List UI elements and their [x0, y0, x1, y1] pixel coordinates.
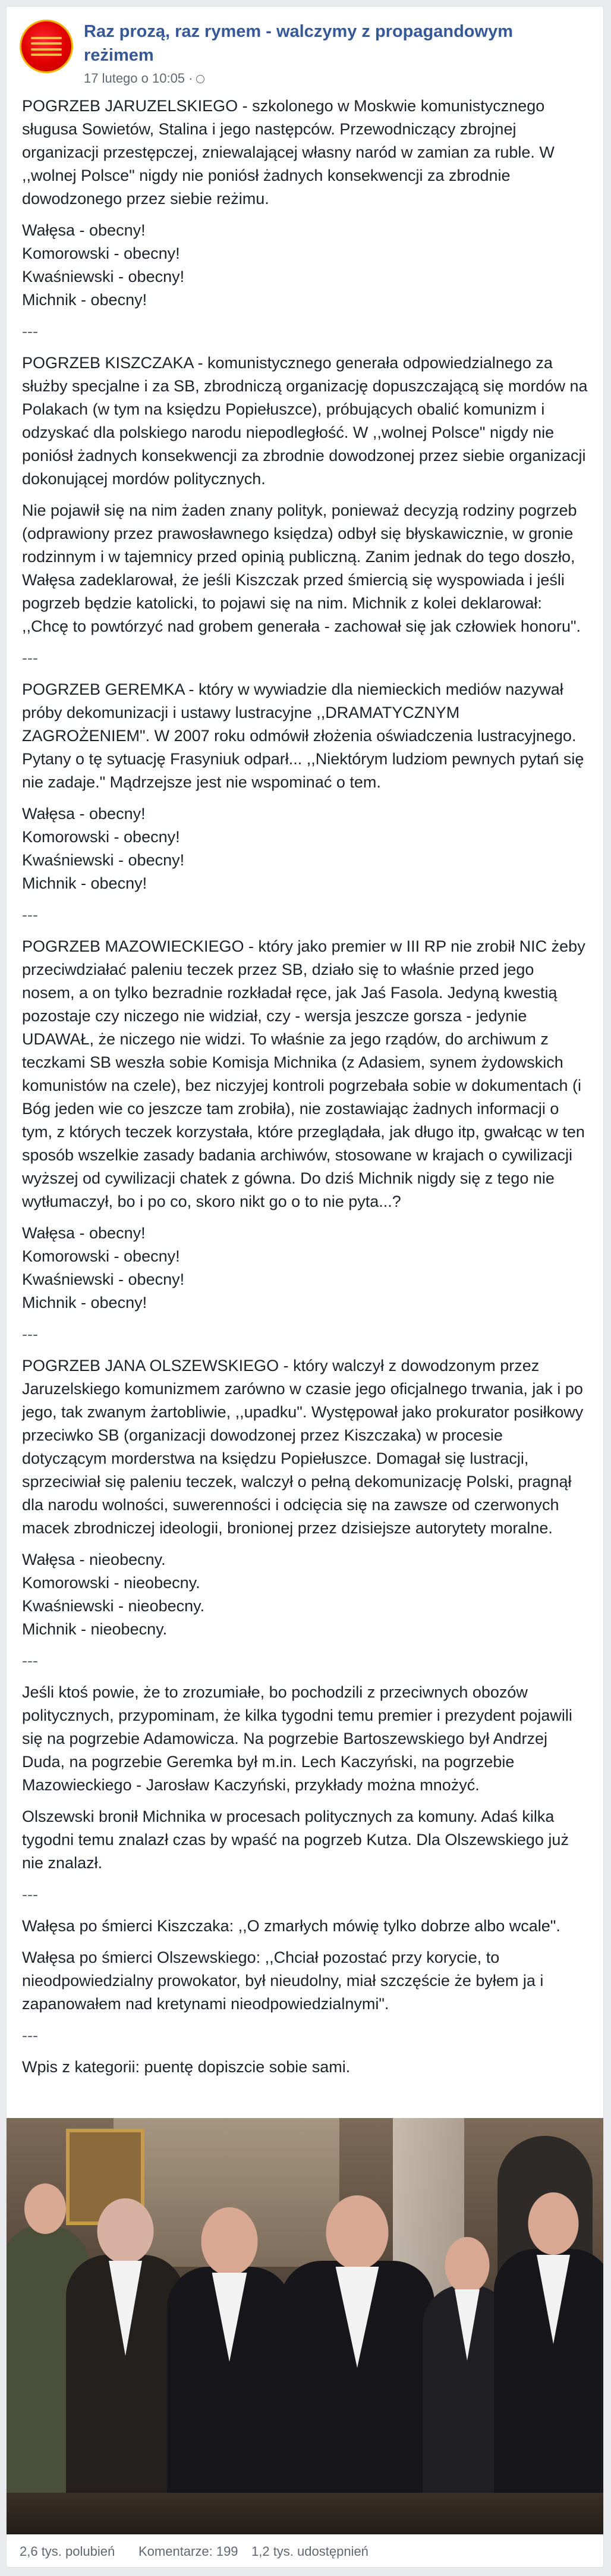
page-title[interactable]: Raz prozą, raz rymem - walczymy z propagandowym reżimem	[84, 22, 513, 65]
post-paragraph: Wałęsa - obecny! Komorowski - obecny! Kwaśniewski - obecny! Michnik - obecny!	[22, 1224, 185, 1311]
shares-count[interactable]: 1,2 tys. udostępnień	[251, 2544, 369, 2559]
separator: ---	[22, 906, 38, 924]
post-timestamp[interactable]	[84, 71, 204, 86]
post-paragraph: Wałęsa - obecny! Komorowski - obecny! Kwaśniewski - obecny! Michnik - obecny!	[22, 805, 185, 892]
post-paragraph: Wałęsa - obecny! Komorowski - obecny! Kwaśniewski - obecny! Michnik - obecny!	[22, 221, 185, 309]
likes-count[interactable]: 2,6 tys. polubień	[20, 2544, 115, 2559]
post-paragraph: Wałęsa po śmierci Kiszczaka: ,,O zmarłych mówię tylko dobrze albo wcale".	[22, 1917, 560, 1935]
post-paragraph: Olszewski bronił Michnika w procesach politycznych za komuny. Adaś kilka tygodni temu znalazł czas by wpaść na pogrzeb Kutza. Dla Olszewskiego już nie znalazł.	[22, 1808, 569, 1872]
post-text	[22, 95, 589, 2087]
post-paragraph: Wpis z kategorii: puentę dopiszcie sobie sami.	[22, 2058, 351, 2076]
post-paragraph: POGRZEB KISZCZAKA - komunistycznego generała odpowiedzialnego za służby specjalne i za SB, zbrodniczą organizację dopuszczającą się mordów na Polakach (w tym na księdzu Popiełuszce), próbujących obalić komunizm i odzyskać dla polskiego narodu niepodległość. W ,,wolnej Polsce" nigdy nie poniósł żadnych konsekwencji za zbrodnie dowodzonej przez siebie organizacji dokonującej mordów politycznych.	[22, 354, 588, 488]
post-paragraph: POGRZEB JANA OLSZEWSKIEGO - który walczył z dowodzonym przez Jaruzelskiego komunizmem zarówno w czasie jego oficjalnego trwania, jak i po jego, tak zwanym żartobliwie, ,,upadku". Występował jako prokurator posiłkowy przeciwko SB (organizacji dowodzonej przez Kiszczaka) w procesie dotyczącym morderstwa na księdzu Popiełuszce. Domagał się lustracji, sprzeciwiał się paleniu teczek, walczył o pełną dekomunizację Polski, pragnął dla narodu wolności, suwerenności i odcięcia się na zawsze od czerwonych macek zbrodniczej ideologii, bronionej przez dzisiejsze autorytety moralne.	[22, 1357, 584, 1537]
post-paragraph: Wałęsa po śmierci Olszewskiego: ,,Chciał pozostać przy korycie, to nieodpowiedzialny prowokator, był nieudolny, miał szczęście że byłem ja i zapanowałem nad kretynami nieodpowiedzialnymi".	[22, 1949, 544, 2013]
separator: ---	[22, 2026, 38, 2044]
post-paragraph: POGRZEB MAZOWIECKIEGO - który jako premier w III RP nie zrobił NIC żeby przeciwdziałać paleniu teczek przez SB, działo się to właśnie przed jego nosem, a on tylko bezradnie rozkładał ręce, jak Jaś Fasola. Jedyną kwestią pozostaje czy niczego nie widział, czy - wersja jeszcze gorsza - jedynie UDAWAŁ, że niczego nie widzi. To właśnie za jego rządów, do archiwum z teczkami SB weszła sobie Komisja Michnika (z Adasiem, synem żydowskich komunistów na czele), bez niczyjej kontroli pogrzebała sobie w dokumentach (i Bóg jeden wie co jeszcze tam zrobiła), nie zostawiając żadnych informacji o tym, z których teczek korzystała, które przeglądała, jak długo itp, gwałcąc w ten sposób wszelkie zasady badania archiwów, stosowane w krajach o cywilizacji wyższej od cywilizacji chatek z gówna. Do dziś Michnik nigdy się z tego nie wytłumaczył, bo i po co, skoro nikt go o to nie pyta...?	[22, 937, 585, 1210]
post-paragraph: POGRZEB GEREMKA - który w wywiadzie dla niemieckich mediów nazywał próby dekomunizacji i ustawy lustracyjne ,,DRAMATYCZNYM ZAGROŻENIEM". W 2007 roku odmówił złożenia oświadczenia lustracyjnego. Pytany o tę sytuację Frasyniuk odparł... ,,Niektórym ludziom pewnych pytań się nie zadaje." Mądrzejsze jest nie wspominać o tem.	[22, 680, 584, 791]
post-card	[6, 6, 604, 2568]
separator: ---	[22, 1652, 38, 1670]
separator: ---	[22, 1885, 38, 1903]
page-avatar[interactable]	[20, 20, 73, 73]
separator: ---	[22, 322, 38, 340]
separator: ---	[22, 649, 38, 667]
globe-icon	[196, 75, 204, 83]
post-paragraph: Nie pojawił się na nim żaden znany polityk, ponieważ decyzją rodziny pogrzeb (odprawiony przez prawosławnego księdza) odbył się błyskawicznie, w gronie rodzinnym i w tajemnicy przed opinią publiczną. Zanim jednak do tego doszło, Wałęsa zadeklarował, że jeśli Kiszczak przed śmiercią się wyspowiada i jeśli pogrzeb będzie katolicki, to pojawi się na nim. Michnik z kolei deklarował: ,,Chcę to powtórzyć nad grobem generała - zachował się jak człowiek honoru".	[22, 501, 581, 635]
avatar-emblem-icon	[31, 37, 62, 56]
post-date[interactable]: 17 lutego o 10:05 ·	[84, 71, 193, 86]
comments-count[interactable]: Komentarze: 199	[138, 2544, 238, 2559]
post-photo[interactable]	[7, 2118, 604, 2534]
post-header	[7, 7, 603, 90]
post-paragraph: Wałęsa - nieobecny. Komorowski - nieobecny. Kwaśniewski - nieobecny. Michnik - nieobecny.	[22, 1551, 205, 1638]
separator: ---	[22, 1325, 38, 1343]
post-paragraph: Jeśli ktoś powie, że to zrozumiałe, bo pochodzili z przeciwnych obozów politycznych, przypominam, że kilka tygodni temu premier i prezydent pojawili się na pogrzebie Adamowicza. Na pogrzebie Bartoszewskiego był Andrzej Duda, na pogrzebie Geremka był m.in. Lech Kaczyński, na pogrzebie Mazowieckiego - Jarosław Kaczyński, przykłady można mnożyć.	[22, 1683, 572, 1794]
post-paragraph: POGRZEB JARUZELSKIEGO - szkolonego w Moskwie komunistycznego sługusa Sowietów, Stalina i jego następców. Przewodniczący zbrojnej organizacji przestępczej, zniewalającej własny naród w zamian za ruble. W ,,wolnej Polsce" nigdy nie poniósł żadnych konsekwencji za zbrodnie dowodzonego przez siebie reżimu.	[22, 97, 555, 208]
post-footer	[7, 2534, 604, 2568]
